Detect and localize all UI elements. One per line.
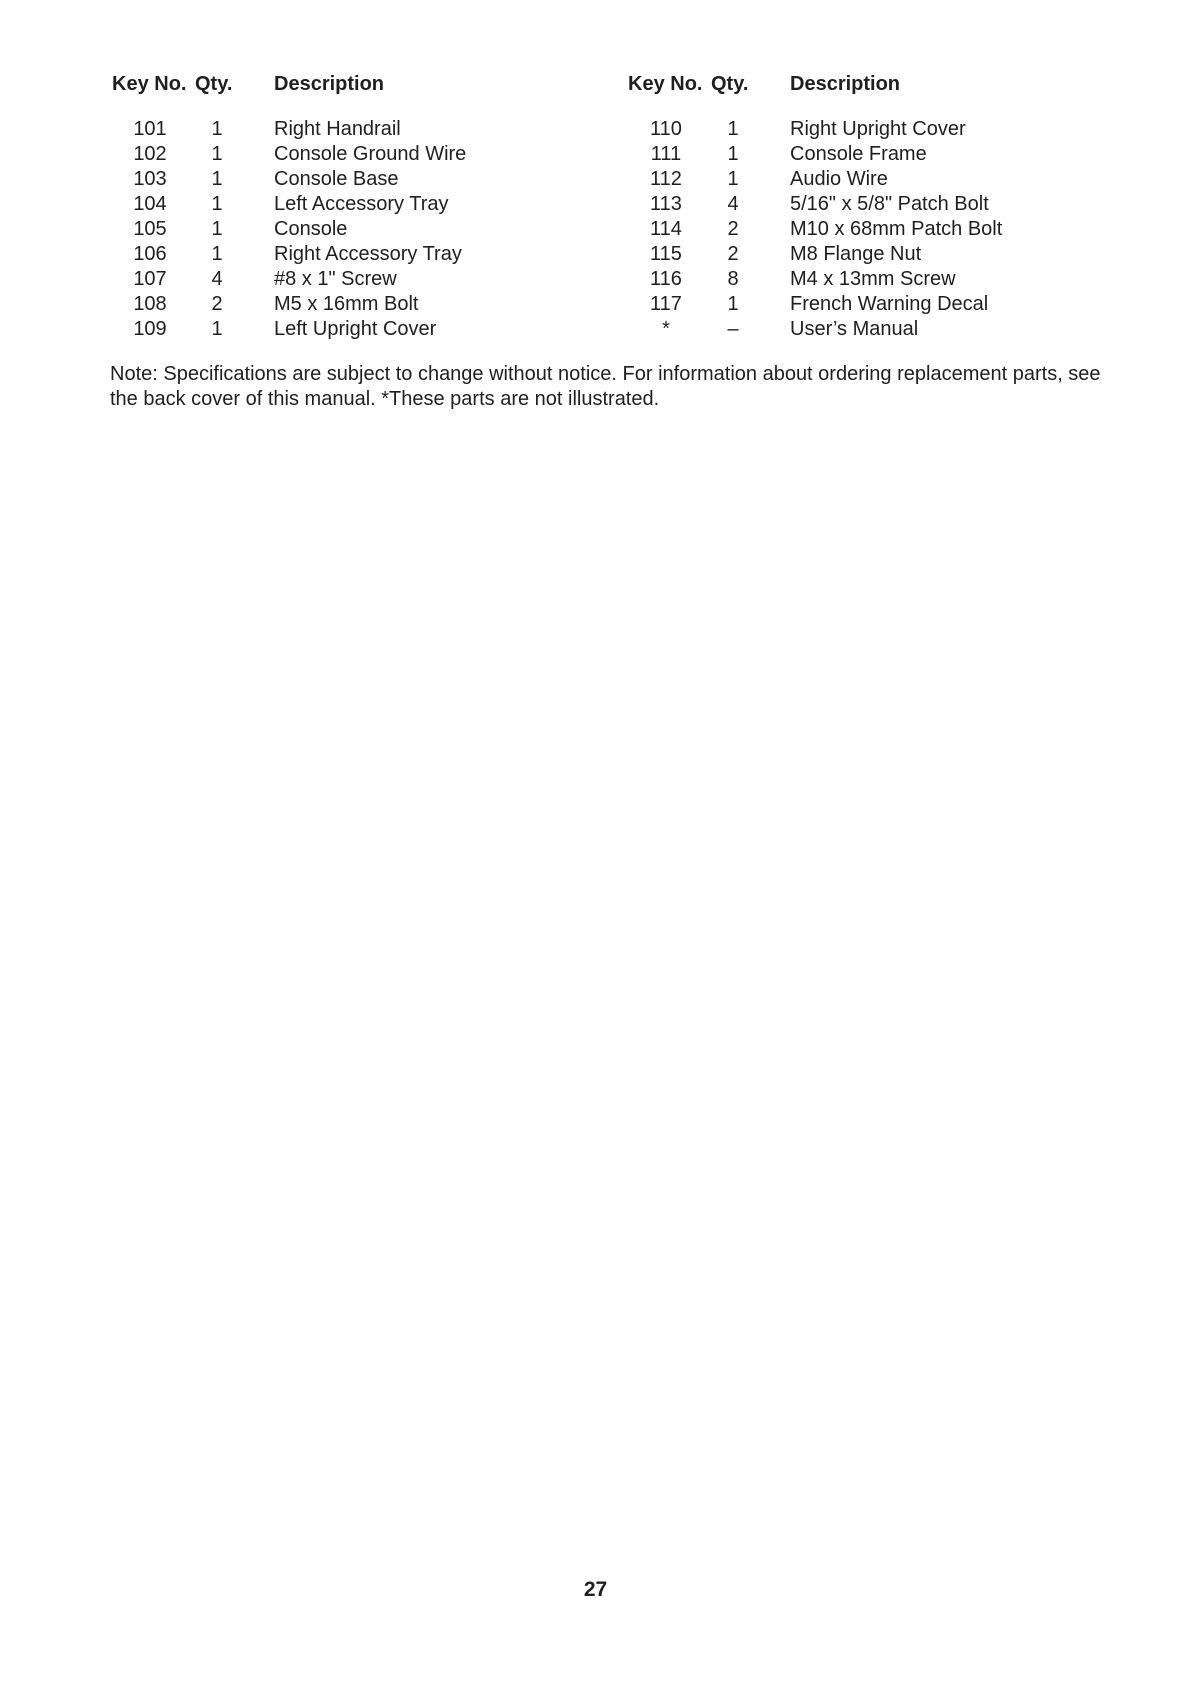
- part-description: Right Handrail: [274, 118, 401, 140]
- part-key-no: 107: [133, 268, 167, 290]
- part-qty: 4: [727, 193, 739, 215]
- part-key-no: 108: [133, 293, 167, 315]
- qty-header: Qty.: [711, 73, 749, 95]
- part-description: M4 x 13mm Screw: [790, 268, 956, 290]
- part-qty: 1: [211, 243, 223, 265]
- part-key-no: 117: [650, 293, 682, 315]
- specifications-note: Note: Specifications are subject to change without notice. For information about ordering replacement parts, see the back cover of this manual. *These parts are not illustrated.: [110, 363, 1101, 410]
- part-description: Console Base: [274, 168, 399, 190]
- part-description: User’s Manual: [790, 318, 919, 340]
- part-qty: 1: [211, 218, 223, 240]
- part-key-no: *: [662, 318, 670, 340]
- part-qty: –: [727, 318, 739, 340]
- part-description: M8 Flange Nut: [790, 243, 922, 265]
- part-key-no: 114: [650, 218, 682, 240]
- part-description: Right Accessory Tray: [274, 243, 462, 265]
- part-description: Left Accessory Tray: [274, 193, 449, 215]
- part-key-no: 105: [133, 218, 167, 240]
- key-no-header: Key No.: [628, 73, 703, 95]
- part-description: M5 x 16mm Bolt: [274, 293, 419, 315]
- part-qty: 2: [211, 293, 223, 315]
- part-qty: 1: [211, 318, 223, 340]
- part-description: Audio Wire: [790, 168, 888, 190]
- part-key-no: 104: [133, 193, 167, 215]
- part-key-no: 106: [133, 243, 167, 265]
- part-qty: 1: [211, 193, 223, 215]
- part-qty: 2: [727, 243, 739, 265]
- part-qty: 1: [727, 143, 739, 165]
- part-key-no: 111: [650, 143, 682, 165]
- description-header: Description: [274, 73, 385, 95]
- part-key-no: 110: [650, 118, 682, 140]
- part-description: French Warning Decal: [790, 293, 989, 315]
- part-qty: 1: [727, 168, 739, 190]
- part-qty: 1: [211, 168, 223, 190]
- part-description: Right Upright Cover: [790, 118, 966, 140]
- part-key-no: 115: [650, 243, 682, 265]
- qty-header: Qty.: [195, 73, 233, 95]
- part-description: Console: [274, 218, 348, 240]
- part-key-no: 116: [650, 268, 682, 290]
- part-qty: 1: [727, 293, 739, 315]
- part-description: #8 x 1" Screw: [274, 268, 397, 290]
- key-no-header: Key No.: [112, 73, 187, 95]
- part-key-no: 101: [133, 118, 167, 140]
- part-qty: 4: [211, 268, 223, 290]
- part-qty: 1: [727, 118, 739, 140]
- part-key-no: 102: [133, 143, 167, 165]
- part-description: Console Frame: [790, 143, 927, 165]
- part-qty: 2: [727, 218, 739, 240]
- part-qty: 1: [211, 143, 223, 165]
- part-description: Left Upright Cover: [274, 318, 437, 340]
- description-header: Description: [790, 73, 901, 95]
- part-key-no: 113: [650, 193, 682, 215]
- part-key-no: 103: [133, 168, 167, 190]
- part-description: M10 x 68mm Patch Bolt: [790, 218, 1003, 240]
- part-qty: 1: [211, 118, 223, 140]
- part-key-no: 109: [133, 318, 167, 340]
- part-key-no: 112: [650, 168, 682, 190]
- page-number: 27: [583, 1578, 608, 1601]
- part-description: Console Ground Wire: [274, 143, 467, 165]
- part-qty: 8: [727, 268, 739, 290]
- part-description: 5/16" x 5/8" Patch Bolt: [790, 193, 989, 215]
